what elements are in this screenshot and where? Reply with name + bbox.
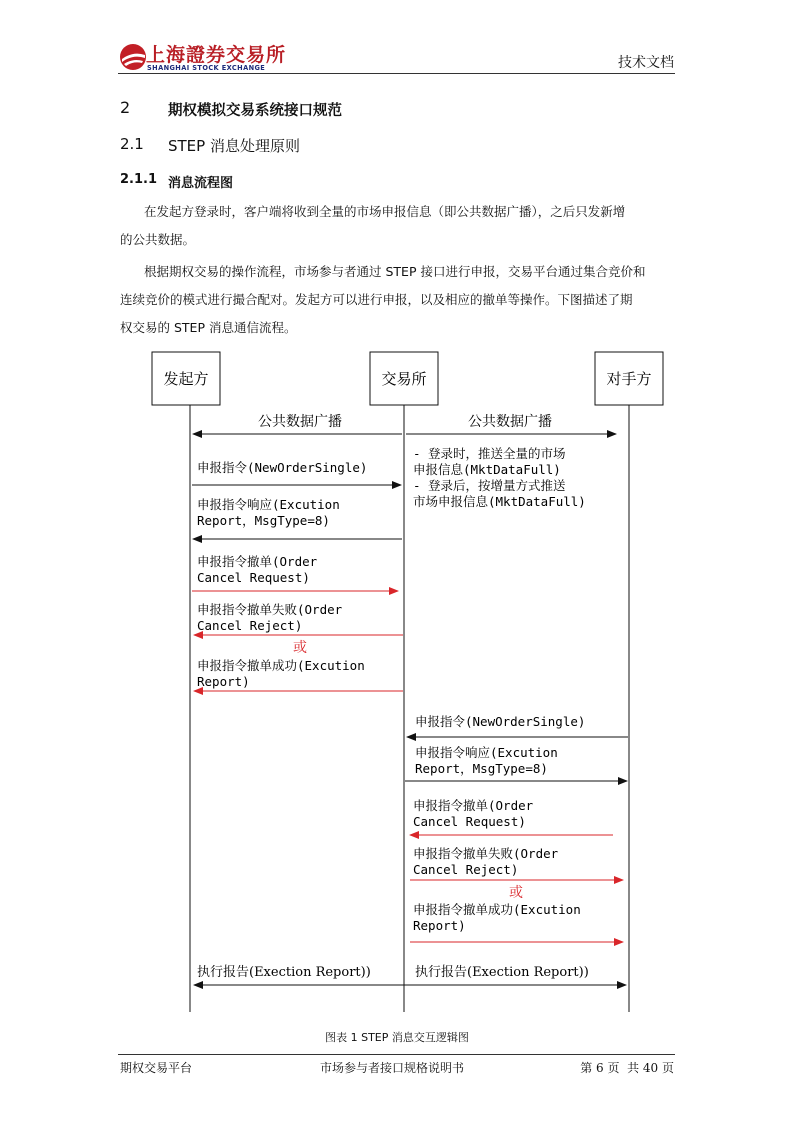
left-response-label-line-1: 申报指令响应(Excution	[197, 497, 340, 512]
right-success-label-line-1: 申报指令撤单成功(Excution	[413, 902, 581, 917]
footer-center-label: 市场参与者接口规格说明书	[320, 1061, 465, 1075]
right-note-line-4: 市场申报信息(MktDataFull)	[413, 494, 586, 509]
subsubsection-title: 消息流程图	[168, 176, 234, 191]
right-order-label: 申报指令(NewOrderSingle)	[415, 714, 586, 729]
footer-page-number: 第 6 页 共 40 页	[580, 1061, 674, 1075]
right-reject-label-line-2: Cancel Reject)	[413, 862, 519, 877]
logo-chinese-name: 上海證券交易所	[146, 44, 287, 66]
paragraph-2-line-1: 根据期权交易的操作流程，市场参与者通过 STEP 接口进行申报，交易平台通过集合竞价和	[144, 264, 646, 279]
right-or-label: 或	[509, 885, 523, 901]
left-or-label: 或	[293, 640, 307, 656]
paragraph-2-line-3: 权交易的 STEP 消息通信流程。	[120, 320, 297, 335]
left-cancel-label-line-2: Cancel Request)	[197, 570, 310, 585]
paragraph-1-line-2: 的公共数据。	[120, 232, 196, 247]
footer-left-label: 期权交易平台	[120, 1061, 193, 1075]
left-order-label: 申报指令(NewOrderSingle)	[197, 460, 368, 475]
subsection-title: STEP 消息处理原则	[168, 137, 300, 155]
right-exec-report-label: 执行报告(Exection Report))	[415, 965, 589, 980]
actor-counterparty-label: 对手方	[606, 370, 652, 388]
right-broadcast-label: 公共数据广播	[468, 414, 552, 430]
diagram-caption: 图表 1 STEP 消息交互逻辑图	[325, 1031, 469, 1044]
doc-type-label: 技术文档	[618, 55, 674, 71]
right-note-line-1: - 登录时，推送全量的市场	[413, 446, 566, 461]
logo-english-name: SHANGHAI STOCK EXCHANGE	[147, 64, 266, 72]
right-reject-label-line-1: 申报指令撤单失败(Order	[413, 846, 559, 861]
actor-initiator-label: 发起方	[163, 370, 209, 388]
left-success-label-line-1: 申报指令撤单成功(Excution	[197, 658, 365, 673]
left-reject-label-line-1: 申报指令撤单失败(Order	[197, 602, 343, 617]
subsubsection-number: 2.1.1	[120, 172, 158, 187]
right-response-label-line-2: Report，MsgType=8)	[415, 761, 548, 776]
left-exec-report-label: 执行报告(Exection Report))	[197, 965, 371, 980]
left-cancel-label-line-1: 申报指令撤单(Order	[197, 554, 318, 569]
paragraph-2-line-2: 连续竞价的模式进行撮合配对。发起方可以进行申报，以及相应的撤单等操作。下图描述了期	[120, 292, 633, 307]
right-response-label-line-1: 申报指令响应(Excution	[415, 745, 558, 760]
paragraph-1-line-1: 在发起方登录时，客户端将收到全量的市场申报信息（即公共数据广播），之后只发新增	[144, 204, 626, 219]
right-success-label-line-2: Report)	[413, 918, 466, 933]
left-success-label-line-2: Report)	[197, 674, 250, 689]
actor-exchange-label: 交易所	[381, 370, 427, 388]
subsection-number: 2.1	[120, 135, 144, 153]
section-number: 2	[120, 98, 131, 117]
right-note-line-3: - 登录后，按增量方式推送	[413, 478, 566, 493]
left-broadcast-label: 公共数据广播	[258, 414, 342, 430]
right-cancel-label-line-2: Cancel Request)	[413, 814, 526, 829]
footer-rule	[118, 1054, 675, 1055]
left-reject-label-line-2: Cancel Reject)	[197, 618, 303, 633]
right-note-line-2: 申报信息(MktDataFull)	[413, 462, 561, 477]
left-response-label-line-2: Report，MsgType=8)	[197, 513, 330, 528]
right-cancel-label-line-1: 申报指令撤单(Order	[413, 798, 534, 813]
section-title: 期权模拟交易系统接口规范	[168, 103, 342, 119]
